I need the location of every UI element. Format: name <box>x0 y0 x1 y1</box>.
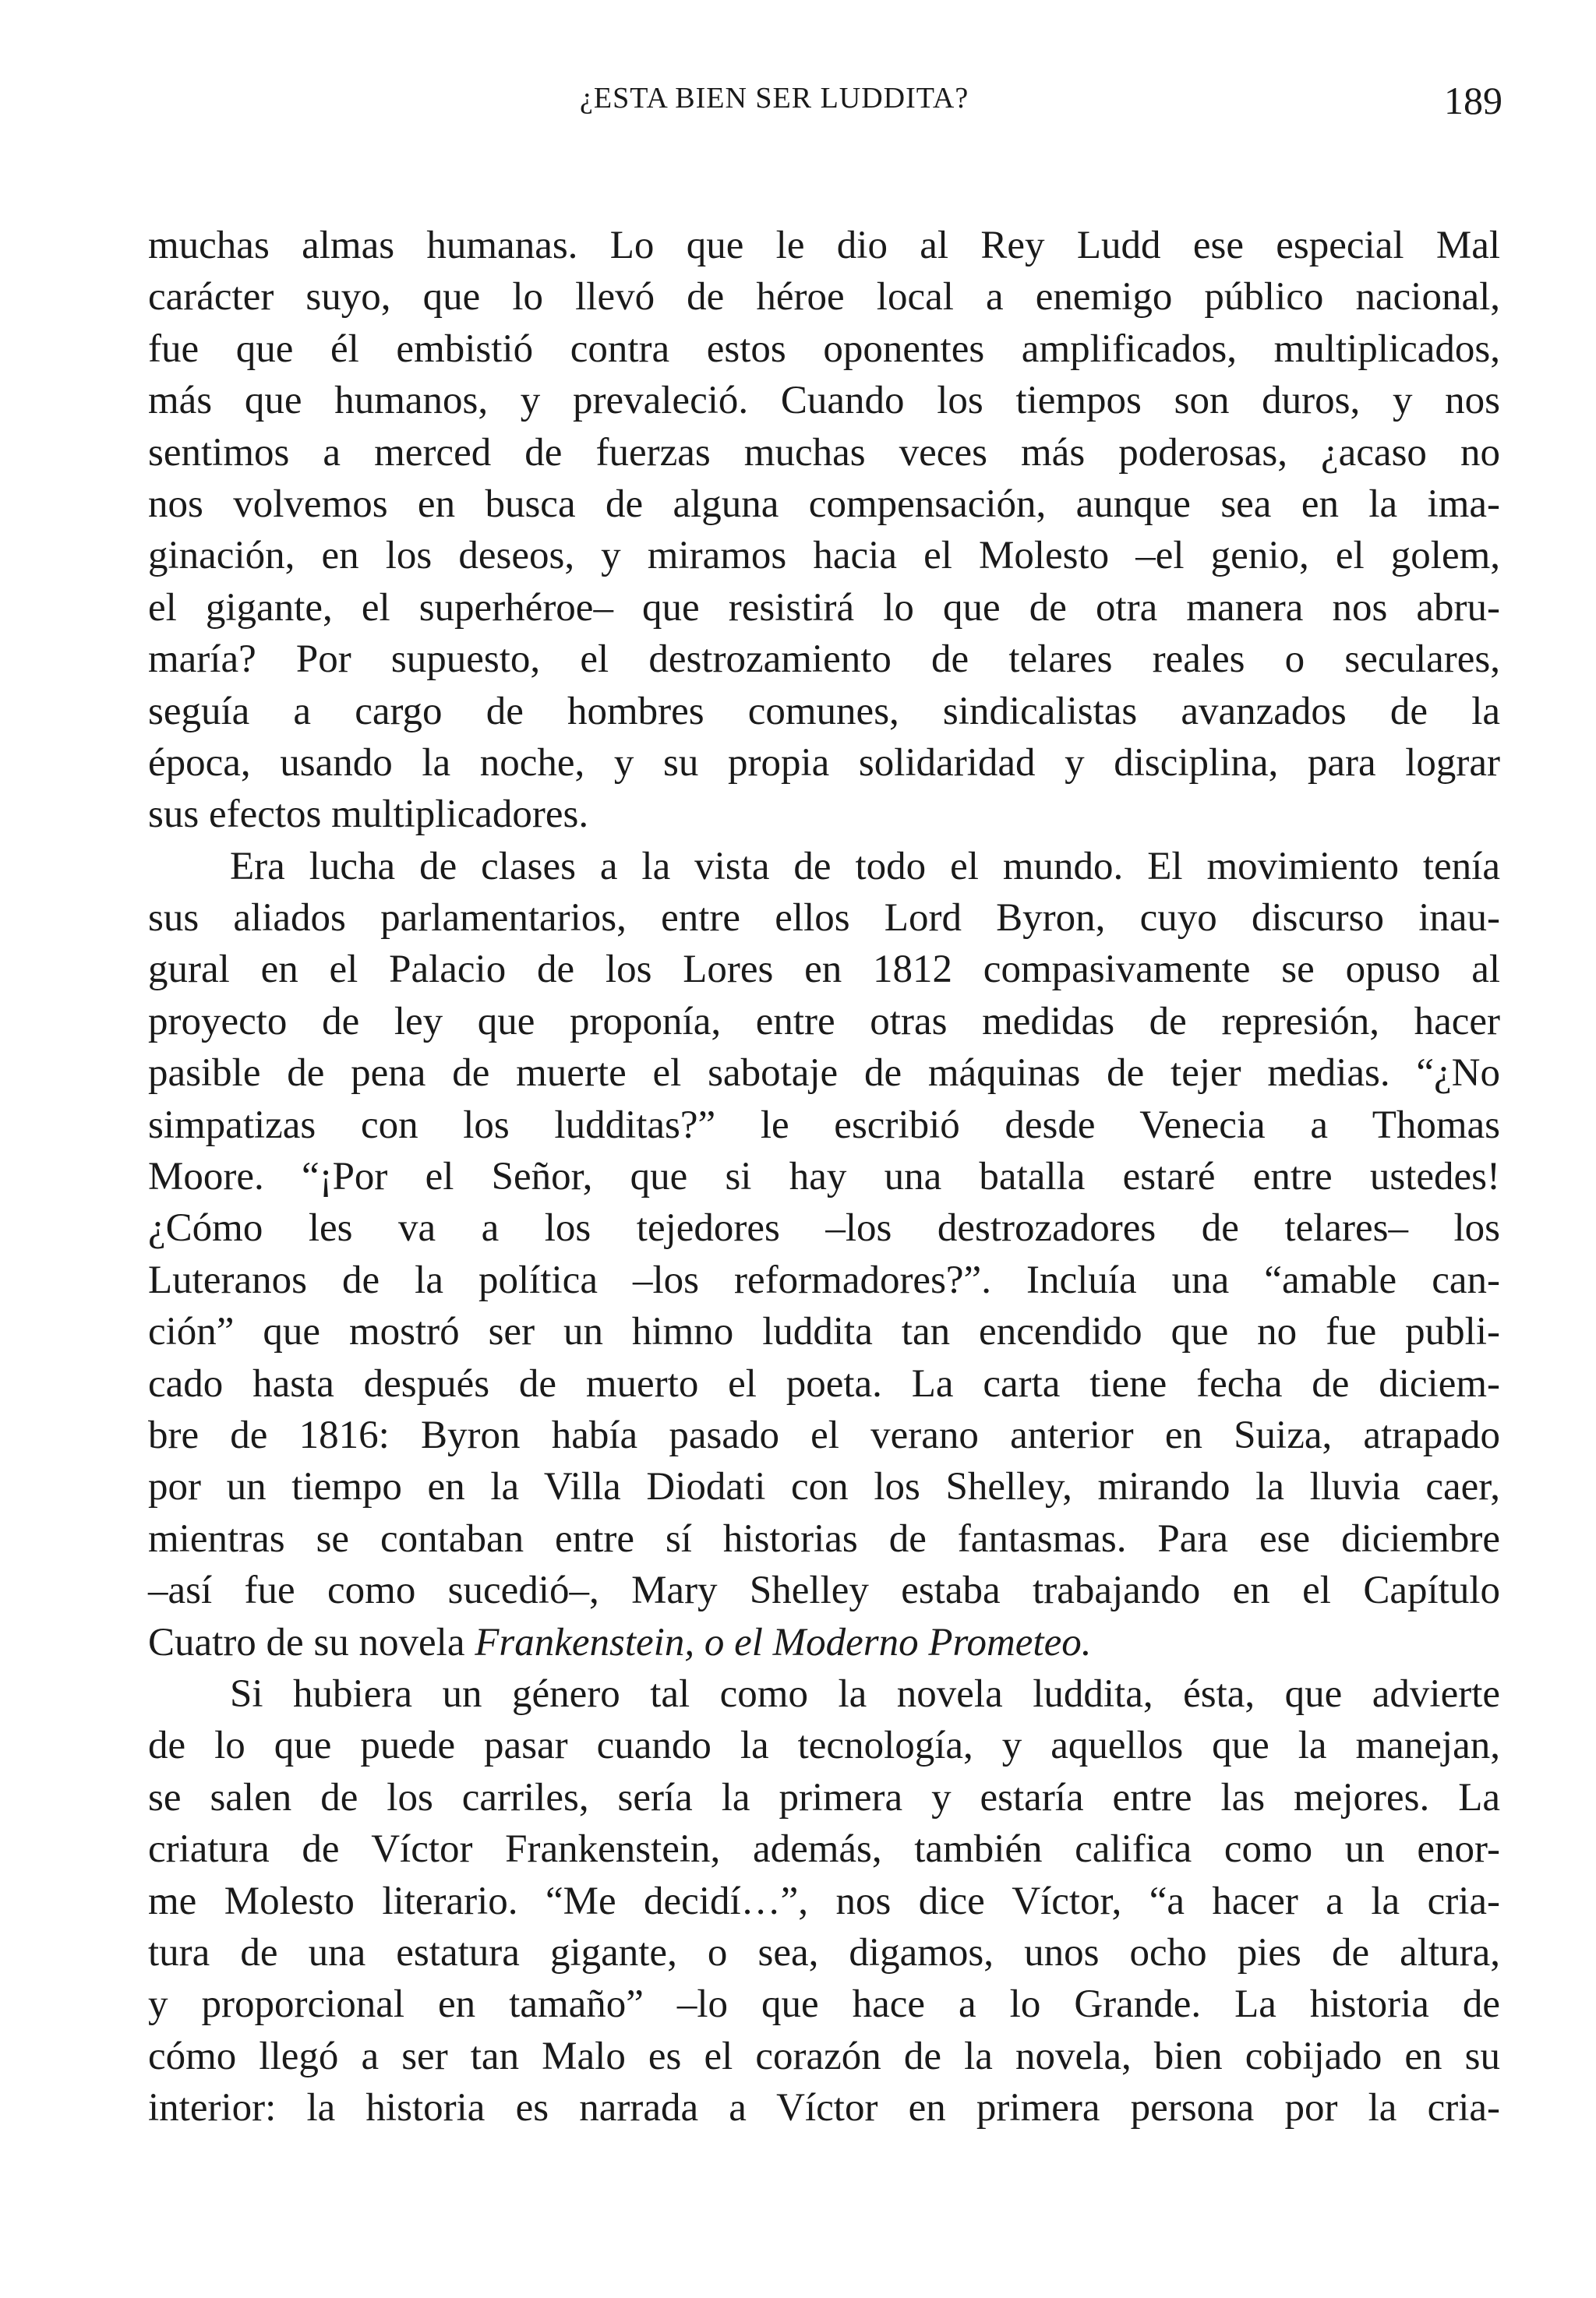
text-line: sus aliados parlamentarios, entre ellos Lord Byron, cuyo discurso inau- <box>148 896 1500 941</box>
text-line-last <box>148 1617 1500 1668</box>
text-line: pasible de pena de muerte el sabotaje de máquinas de tejer medias. “¿No <box>148 1051 1500 1096</box>
text-line: bre de 1816: Byron había pasado el verano anterior en Suiza, atrapado <box>148 1413 1500 1457</box>
paragraph-2 <box>148 841 1500 1668</box>
text-line: Luteranos de la política –los reformadores?”. Incluía una “amable can- <box>148 1258 1500 1302</box>
text-line: seguía a cargo de hombres comunes, sindicalistas avanzados de la <box>148 689 1500 733</box>
text-line: –así fue como sucedió–, Mary Shelley estaba trabajando en el Capítulo <box>148 1569 1500 1613</box>
page-number: 189 <box>1444 79 1502 122</box>
text-line: se salen de los carriles, sería la primera y estaría entre las mejores. La <box>148 1775 1500 1820</box>
text-line: y proporcional en tamaño” –lo que hace a lo Grande. La historia de <box>148 1982 1500 2027</box>
text-line: ción” que mostró ser un himno luddita tan encendido que no fue publi- <box>148 1310 1500 1354</box>
text-line: Era lucha de clases a la vista de todo el mundo. El movimiento tenía <box>230 844 1500 888</box>
text-line: sus efectos multiplicadores. <box>148 792 589 837</box>
text-line: época, usando la noche, y su propia solidaridad y disciplina, para lograr <box>148 740 1500 785</box>
text-line: por un tiempo en la Villa Diodati con los Shelley, mirando la lluvia caer, <box>148 1465 1500 1509</box>
text-line: muchas almas humanas. Lo que le dio al Rey Ludd ese especial Mal <box>148 224 1500 267</box>
text-line: gural en el Palacio de los Lores en 1812 compasivamente se opuso al <box>148 948 1500 992</box>
text-line: más que humanos, y prevaleció. Cuando los tiempos son duros, y nos <box>148 379 1500 423</box>
text-line: cómo llegó a ser tan Malo es el corazón de la novela, bien cobijado en su <box>148 2034 1500 2078</box>
paragraph-1 <box>148 220 1500 841</box>
text-line: simpatizas con los ludditas?” le escribió desde Venecia a Thomas <box>148 1103 1500 1147</box>
text-line: carácter suyo, que lo llevó de héroe local a enemigo público nacional, <box>148 275 1500 319</box>
text-line: sentimos a merced de fuerzas muchas veces más poderosas, ¿acaso no <box>148 430 1500 475</box>
text-line: mientras se contaban entre sí historias de fantasmas. Para ese diciembre <box>148 1516 1500 1561</box>
running-head-title: ¿ESTA BIEN SER LUDDITA? <box>580 82 969 115</box>
text-line: fue que él embistió contra estos oponentes amplificados, multiplicados, <box>148 327 1500 371</box>
text-line: proyecto de ley que proponía, entre otras medidas de represión, hacer <box>148 999 1500 1043</box>
body-text <box>148 220 1500 2134</box>
text-line: Si hubiera un género tal como la novela luddita, ésta, que advierte <box>230 1671 1500 1716</box>
text-line: maría? Por supuesto, el destrozamiento de telares reales o seculares, <box>148 637 1500 682</box>
text-line: nos volvemos en busca de alguna compensación, aunque sea en la ima- <box>148 482 1500 526</box>
text-line: criatura de Víctor Frankenstein, además, también califica como un enor- <box>148 1827 1500 1872</box>
text-line: cado hasta después de muerto el poeta. La carta tiene fecha de diciem- <box>148 1361 1500 1406</box>
paragraph-3 <box>148 1668 1500 2134</box>
text-segment: Cuatro de su novela <box>148 1620 475 1664</box>
text-line: tura de una estatura gigante, o sea, digamos, unos ocho pies de altura, <box>148 1930 1500 1975</box>
text-line: ginación, en los deseos, y miramos hacia el Molesto –el genio, el golem, <box>148 534 1500 578</box>
text-line: Moore. “¡Por el Señor, que si hay una batalla estaré entre ustedes! <box>148 1155 1500 1199</box>
text-line: interior: la historia es narrada a Víctor en primera persona por la cria- <box>148 2086 1500 2130</box>
text-line: el gigante, el superhéroe– que resistirá lo que de otra manera nos abru- <box>148 585 1500 630</box>
text-line: ¿Cómo les va a los tejedores –los destrozadores de telares– los <box>148 1206 1500 1251</box>
text-line: de lo que puede pasar cuando la tecnología, y aquellos que la manejan, <box>148 1724 1500 1768</box>
book-title-italic: Frankenstein, o el Moderno Prometeo. <box>475 1620 1092 1664</box>
text-line: me Molesto literario. “Me decidí…”, nos dice Víctor, “a hacer a la cria- <box>148 1879 1500 1923</box>
